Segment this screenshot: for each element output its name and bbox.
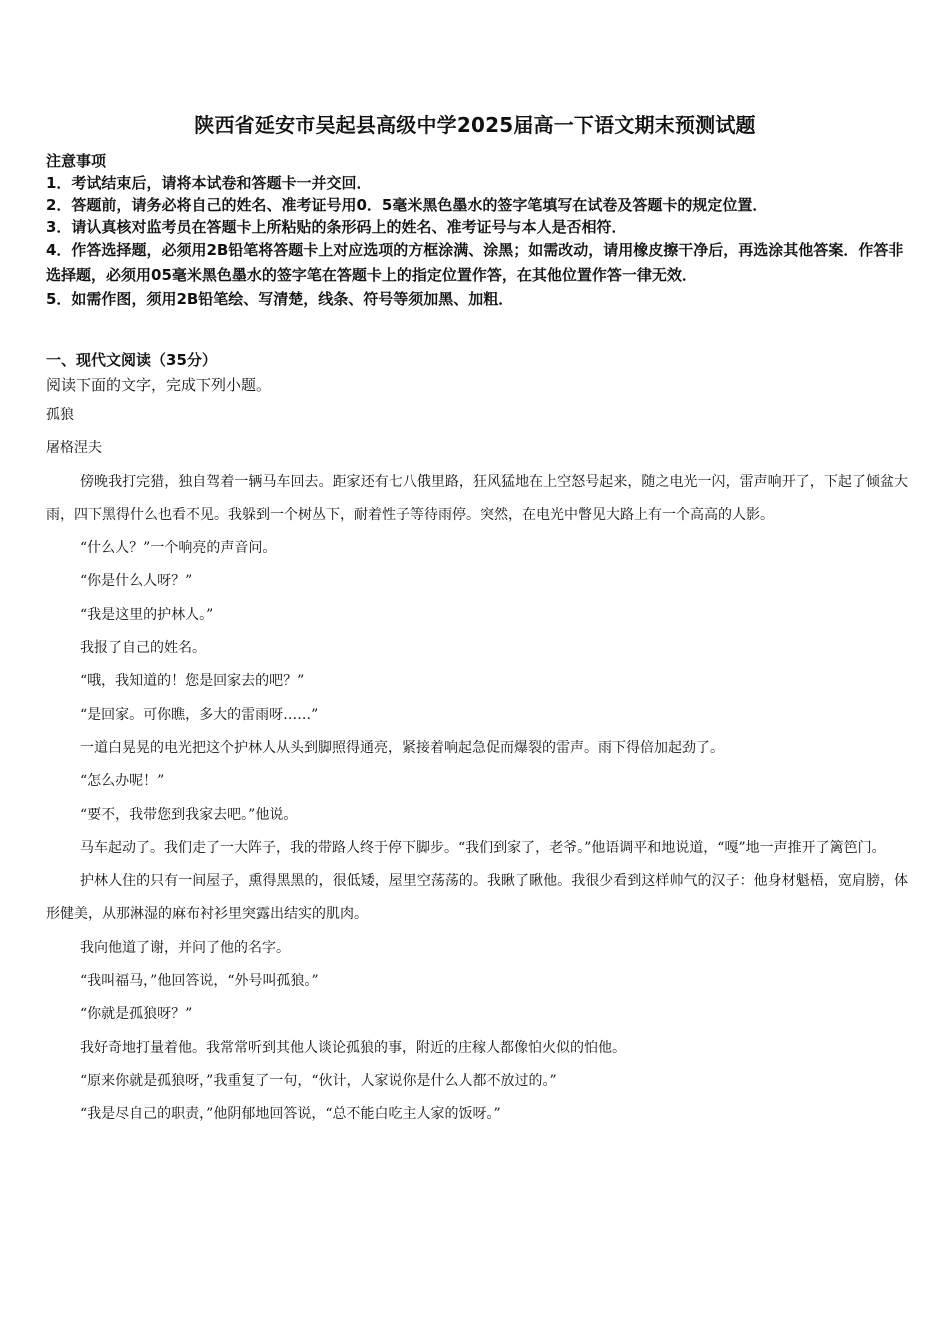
story-paragraph: “是回家。可你瞧，多大的雷雨呀……”: [80, 706, 319, 723]
story-title: 孤狼: [46, 407, 74, 423]
story-paragraph: 一道白晃晃的电光把这个护林人从头到脚照得通亮，紧接着响起急促而爆裂的雷声。雨下得倍加起劲了。: [80, 739, 724, 756]
notice-heading: 注意事项: [46, 152, 107, 170]
story-paragraph: “我是这里的护林人。”: [80, 606, 214, 623]
story-paragraph: 马车起动了。我们走了一大阵子，我的带路人终于停下脚步。“我们到家了，老爷。”他语调平和地说道，“嘎”地一声推开了篱笆门。: [80, 839, 886, 856]
story-paragraph: “我叫福马，”他回答说，“外号叫孤狼。”: [80, 973, 319, 990]
story-body: [46, 399, 908, 1132]
story-paragraph: 傍晚我打完猎，独自驾着一辆马车回去。距家还有七八俄里路，狂风猛地在上空怒号起来，随之电光一闪，雷声响开了，下起了倾盆大雨，四下黑得什么也看不见。我躲到一个树丛下，耐着性子等待雨停。突然，在电光中瞥见大路上有一个高高的人影。: [46, 473, 908, 523]
section-heading: 一、现代文阅读（35分）: [46, 351, 217, 369]
reading-instruction: 阅读下面的文字，完成下列小题。: [46, 376, 272, 394]
story-paragraph: 我向他道了谢，并问了他的名字。: [80, 939, 290, 956]
notice-item: 5．如需作图，须用2B铅笔绘、写清楚，线条、符号等须加黑、加粗．: [46, 290, 514, 308]
story-paragraph: 我报了自己的姓名。: [80, 640, 206, 657]
story-paragraph: 护林人住的只有一间屋子，熏得黑黑的，很低矮，屋里空荡荡的。我瞅了瞅他。我很少看到这样帅气的汉子：他身材魁梧，宽肩膀，体形健美，从那淋湿的麻布衬衫里突露出结实的肌肉。: [46, 873, 908, 923]
story-paragraph: “哦，我知道的！您是回家去的吧？”: [80, 673, 305, 690]
story-paragraph: “你就是孤狼呀？”: [80, 1006, 193, 1023]
story-paragraph: “你是什么人呀？”: [80, 573, 193, 590]
notice-item: 1．考试结束后，请将本试卷和答题卡一并交回．: [46, 174, 372, 192]
story-paragraph: “我是尽自己的职责，”他阴郁地回答说，“总不能白吃主人家的饭呀。”: [80, 1106, 501, 1123]
story-paragraph: “原来你就是孤狼呀，”我重复了一句，“伙计，人家说你是什么人都不放过的。”: [80, 1072, 557, 1089]
notice-item: 3．请认真核对监考员在答题卡上所粘贴的条形码上的姓名、准考证号与本人是否相符．: [46, 218, 627, 236]
story-author: 屠格涅夫: [46, 440, 102, 457]
story-paragraph: “要不，我带您到我家去吧。”他说。: [80, 806, 298, 823]
story-paragraph: 我好奇地打量着他。我常常听到其他人谈论孤狼的事，附近的庄稼人都像怕火似的怕他。: [80, 1039, 626, 1056]
notice-item: 2．答题前，请务必将自己的姓名、准考证号用0．5毫米黑色墨水的签字笔填写在试卷及答题卡的规定位置．: [46, 196, 768, 214]
notice-item: 4．作答选择题，必须用2B铅笔将答题卡上对应选项的方框涂满、涂黑；如需改动，请用橡皮擦干净后，再选涂其他答案．作答非选择题，必须用05毫米黑色墨水的签字笔在答题卡上的指定位置作答，在其他位置作答一律无效．: [46, 241, 904, 284]
story-paragraph: “什么人？”一个响亮的声音问。: [80, 540, 277, 557]
notice-block: [46, 150, 916, 310]
story-paragraph: “怎么办呢！”: [80, 773, 165, 790]
exam-title: 陕西省延安市吴起县高级中学2025届高一下语文期末预测试题: [194, 113, 756, 137]
